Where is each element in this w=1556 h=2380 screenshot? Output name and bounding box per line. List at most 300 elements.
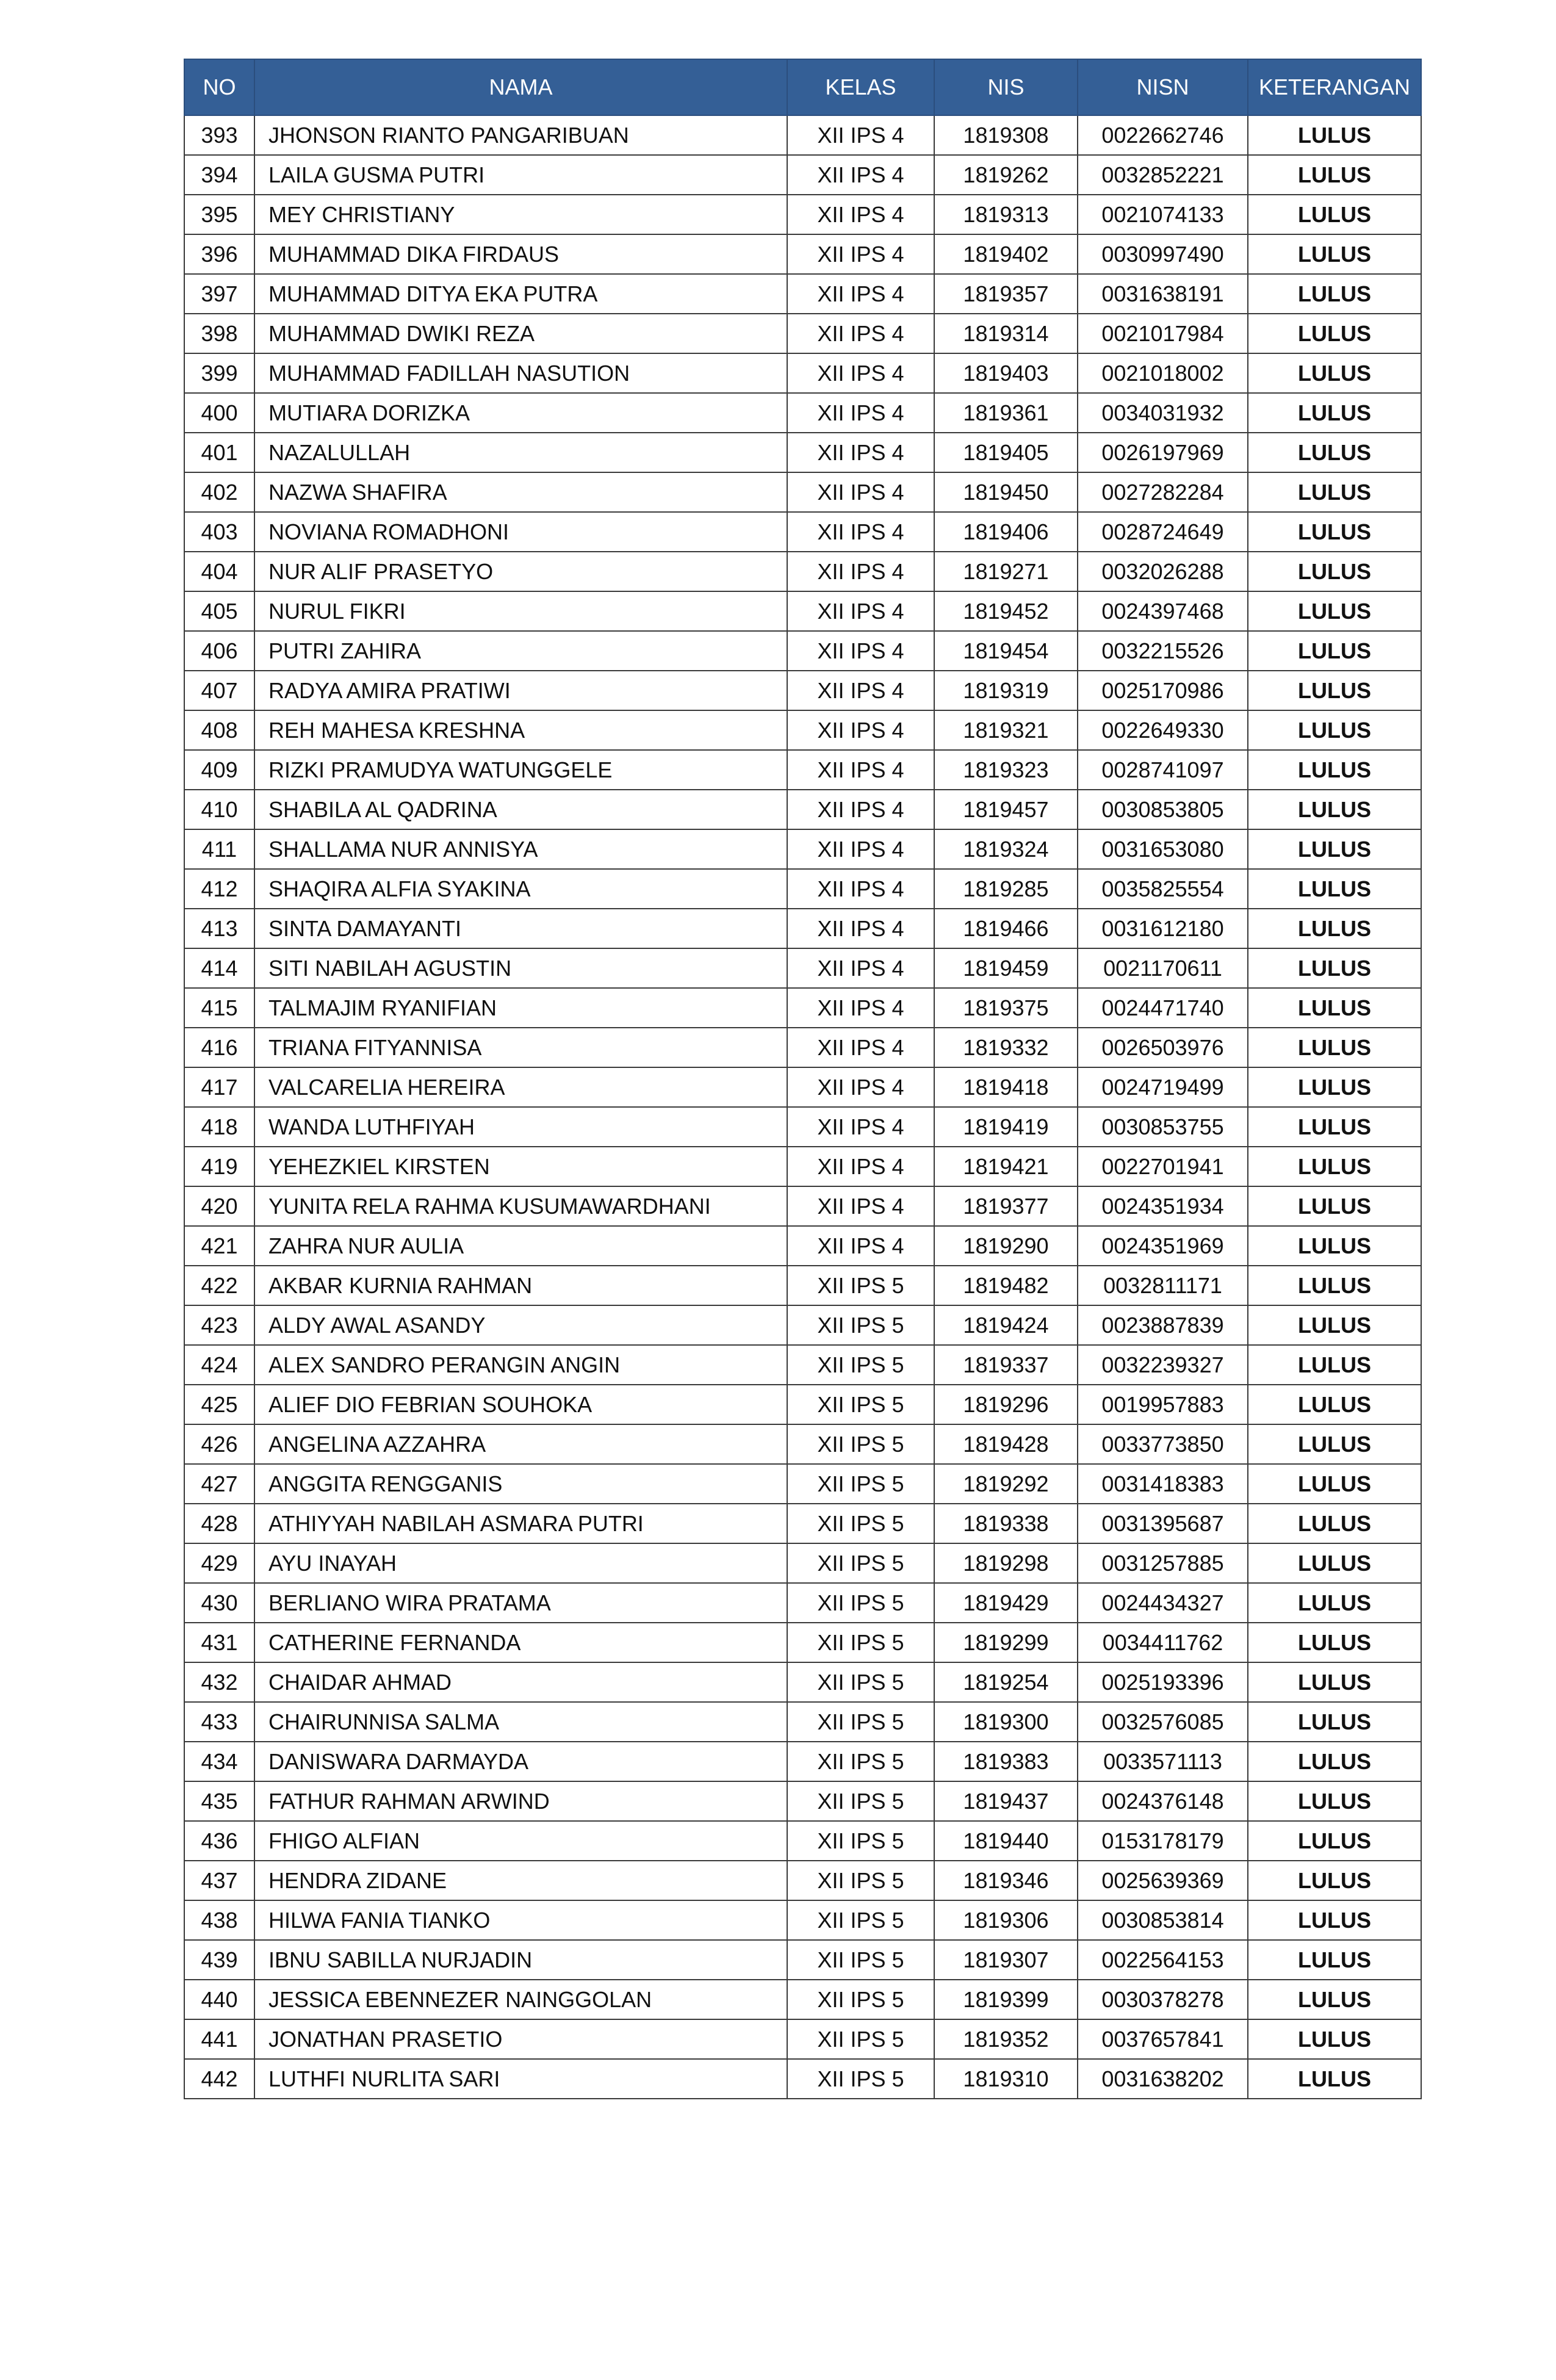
cell-nama: RIZKI PRAMUDYA WATUNGGELE	[254, 750, 787, 790]
table-header	[184, 59, 1421, 115]
cell-nama: ANGGITA RENGGANIS	[254, 1464, 787, 1504]
cell-nama: SHAQIRA ALFIA SYAKINA	[254, 869, 787, 909]
cell-nisn: 0030853805	[1078, 790, 1248, 829]
cell-keterangan: LULUS	[1248, 1464, 1421, 1504]
cell-nama: AYU INAYAH	[254, 1543, 787, 1583]
cell-nis: 1819482	[934, 1266, 1078, 1305]
cell-nisn: 0030853755	[1078, 1107, 1248, 1147]
cell-nama: SINTA DAMAYANTI	[254, 909, 787, 948]
cell-nisn: 0024471740	[1078, 988, 1248, 1028]
cell-keterangan: LULUS	[1248, 1147, 1421, 1186]
cell-nisn: 0024351934	[1078, 1186, 1248, 1226]
cell-keterangan: LULUS	[1248, 1226, 1421, 1266]
cell-nis: 1819285	[934, 869, 1078, 909]
cell-keterangan: LULUS	[1248, 2019, 1421, 2059]
cell-no: 420	[184, 1186, 254, 1226]
cell-no: 417	[184, 1067, 254, 1107]
table-row	[184, 1266, 1421, 1305]
cell-nama: ALEX SANDRO PERANGIN ANGIN	[254, 1345, 787, 1385]
cell-nis: 1819319	[934, 671, 1078, 710]
cell-nama: ATHIYYAH NABILAH ASMARA PUTRI	[254, 1504, 787, 1543]
cell-kelas: XII IPS 5	[787, 1940, 934, 1980]
table-row	[184, 234, 1421, 274]
cell-nis: 1819377	[934, 1186, 1078, 1226]
cell-nis: 1819308	[934, 115, 1078, 155]
cell-nisn: 0021017984	[1078, 314, 1248, 353]
cell-kelas: XII IPS 4	[787, 155, 934, 195]
cell-keterangan: LULUS	[1248, 552, 1421, 591]
cell-nis: 1819403	[934, 353, 1078, 393]
cell-nis: 1819314	[934, 314, 1078, 353]
cell-nis: 1819262	[934, 155, 1078, 195]
cell-nama: MEY CHRISTIANY	[254, 195, 787, 234]
cell-nama: NAZWA SHAFIRA	[254, 472, 787, 512]
cell-nama: AKBAR KURNIA RAHMAN	[254, 1266, 787, 1305]
cell-nama: ZAHRA NUR AULIA	[254, 1226, 787, 1266]
table-row	[184, 1385, 1421, 1424]
cell-keterangan: LULUS	[1248, 353, 1421, 393]
cell-nis: 1819271	[934, 552, 1078, 591]
cell-nama: LUTHFI NURLITA SARI	[254, 2059, 787, 2099]
cell-keterangan: LULUS	[1248, 1742, 1421, 1781]
table-row	[184, 1107, 1421, 1147]
graduation-table	[184, 59, 1422, 2099]
cell-nis: 1819418	[934, 1067, 1078, 1107]
cell-nis: 1819346	[934, 1861, 1078, 1900]
table-row	[184, 314, 1421, 353]
cell-keterangan: LULUS	[1248, 1583, 1421, 1623]
header-row	[184, 59, 1421, 115]
cell-nisn: 0033571113	[1078, 1742, 1248, 1781]
cell-no: 393	[184, 115, 254, 155]
cell-no: 402	[184, 472, 254, 512]
cell-nisn: 0021170611	[1078, 948, 1248, 988]
cell-nis: 1819402	[934, 234, 1078, 274]
header-kelas: KELAS	[787, 59, 934, 115]
cell-kelas: XII IPS 4	[787, 274, 934, 314]
table-row	[184, 353, 1421, 393]
cell-keterangan: LULUS	[1248, 710, 1421, 750]
cell-kelas: XII IPS 4	[787, 869, 934, 909]
table-row	[184, 750, 1421, 790]
cell-nama: YEHEZKIEL KIRSTEN	[254, 1147, 787, 1186]
table-row	[184, 155, 1421, 195]
cell-kelas: XII IPS 5	[787, 1821, 934, 1861]
cell-nis: 1819299	[934, 1623, 1078, 1662]
cell-no: 411	[184, 829, 254, 869]
table-row	[184, 1464, 1421, 1504]
cell-nama: BERLIANO WIRA PRATAMA	[254, 1583, 787, 1623]
cell-nisn: 0031395687	[1078, 1504, 1248, 1543]
cell-nis: 1819406	[934, 512, 1078, 552]
cell-no: 416	[184, 1028, 254, 1067]
cell-no: 429	[184, 1543, 254, 1583]
cell-no: 412	[184, 869, 254, 909]
cell-kelas: XII IPS 4	[787, 195, 934, 234]
cell-nis: 1819429	[934, 1583, 1078, 1623]
cell-nisn: 0025170986	[1078, 671, 1248, 710]
cell-keterangan: LULUS	[1248, 234, 1421, 274]
table-row	[184, 1821, 1421, 1861]
cell-nisn: 0031638191	[1078, 274, 1248, 314]
cell-kelas: XII IPS 5	[787, 1742, 934, 1781]
cell-kelas: XII IPS 4	[787, 1107, 934, 1147]
cell-keterangan: LULUS	[1248, 274, 1421, 314]
cell-keterangan: LULUS	[1248, 1028, 1421, 1067]
cell-kelas: XII IPS 4	[787, 790, 934, 829]
cell-kelas: XII IPS 4	[787, 393, 934, 433]
cell-keterangan: LULUS	[1248, 1107, 1421, 1147]
cell-no: 425	[184, 1385, 254, 1424]
cell-keterangan: LULUS	[1248, 988, 1421, 1028]
cell-nisn: 0022662746	[1078, 115, 1248, 155]
cell-no: 430	[184, 1583, 254, 1623]
cell-nisn: 0032026288	[1078, 552, 1248, 591]
cell-kelas: XII IPS 5	[787, 1980, 934, 2019]
cell-keterangan: LULUS	[1248, 155, 1421, 195]
table-row	[184, 1067, 1421, 1107]
cell-kelas: XII IPS 4	[787, 115, 934, 155]
cell-nis: 1819437	[934, 1781, 1078, 1821]
cell-keterangan: LULUS	[1248, 2059, 1421, 2099]
cell-kelas: XII IPS 4	[787, 1028, 934, 1067]
table-row	[184, 2019, 1421, 2059]
cell-no: 395	[184, 195, 254, 234]
table-row	[184, 1861, 1421, 1900]
cell-nama: ANGELINA AZZAHRA	[254, 1424, 787, 1464]
cell-no: 408	[184, 710, 254, 750]
cell-nis: 1819399	[934, 1980, 1078, 2019]
cell-kelas: XII IPS 4	[787, 750, 934, 790]
cell-nis: 1819424	[934, 1305, 1078, 1345]
cell-kelas: XII IPS 5	[787, 1583, 934, 1623]
cell-no: 438	[184, 1900, 254, 1940]
cell-nama: JONATHAN PRASETIO	[254, 2019, 787, 2059]
table-row	[184, 2059, 1421, 2099]
table-row	[184, 274, 1421, 314]
table-row	[184, 472, 1421, 512]
cell-kelas: XII IPS 4	[787, 552, 934, 591]
cell-nama: JESSICA EBENNEZER NAINGGOLAN	[254, 1980, 787, 2019]
cell-nis: 1819450	[934, 472, 1078, 512]
cell-no: 437	[184, 1861, 254, 1900]
cell-keterangan: LULUS	[1248, 1385, 1421, 1424]
cell-nis: 1819324	[934, 829, 1078, 869]
table-row	[184, 1980, 1421, 2019]
table-row	[184, 1028, 1421, 1067]
cell-nisn: 0032811171	[1078, 1266, 1248, 1305]
cell-keterangan: LULUS	[1248, 472, 1421, 512]
cell-nis: 1819338	[934, 1504, 1078, 1543]
table-row	[184, 631, 1421, 671]
cell-keterangan: LULUS	[1248, 909, 1421, 948]
cell-no: 415	[184, 988, 254, 1028]
cell-nama: LAILA GUSMA PUTRI	[254, 155, 787, 195]
cell-nis: 1819421	[934, 1147, 1078, 1186]
cell-kelas: XII IPS 5	[787, 2059, 934, 2099]
cell-keterangan: LULUS	[1248, 671, 1421, 710]
cell-nisn: 0022649330	[1078, 710, 1248, 750]
cell-keterangan: LULUS	[1248, 1424, 1421, 1464]
cell-nama: MUHAMMAD DIKA FIRDAUS	[254, 234, 787, 274]
cell-no: 406	[184, 631, 254, 671]
cell-nis: 1819300	[934, 1702, 1078, 1742]
cell-no: 433	[184, 1702, 254, 1742]
cell-nama: FHIGO ALFIAN	[254, 1821, 787, 1861]
cell-nama: PUTRI ZAHIRA	[254, 631, 787, 671]
cell-keterangan: LULUS	[1248, 512, 1421, 552]
cell-nisn: 0037657841	[1078, 2019, 1248, 2059]
cell-keterangan: LULUS	[1248, 195, 1421, 234]
cell-no: 440	[184, 1980, 254, 2019]
cell-nisn: 0024376148	[1078, 1781, 1248, 1821]
table-row	[184, 1662, 1421, 1702]
cell-nama: NOVIANA ROMADHONI	[254, 512, 787, 552]
cell-kelas: XII IPS 4	[787, 234, 934, 274]
cell-keterangan: LULUS	[1248, 1186, 1421, 1226]
cell-keterangan: LULUS	[1248, 393, 1421, 433]
cell-nama: MUTIARA DORIZKA	[254, 393, 787, 433]
cell-keterangan: LULUS	[1248, 1662, 1421, 1702]
cell-no: 410	[184, 790, 254, 829]
cell-kelas: XII IPS 5	[787, 1385, 934, 1424]
cell-kelas: XII IPS 5	[787, 1345, 934, 1385]
cell-nama: TALMAJIM RYANIFIAN	[254, 988, 787, 1028]
cell-keterangan: LULUS	[1248, 591, 1421, 631]
cell-kelas: XII IPS 4	[787, 512, 934, 552]
table-row	[184, 1900, 1421, 1940]
table-row	[184, 869, 1421, 909]
cell-nisn: 0033773850	[1078, 1424, 1248, 1464]
cell-nis: 1819452	[934, 591, 1078, 631]
cell-kelas: XII IPS 4	[787, 948, 934, 988]
table-row	[184, 393, 1421, 433]
cell-no: 403	[184, 512, 254, 552]
cell-nisn: 0031418383	[1078, 1464, 1248, 1504]
cell-nis: 1819466	[934, 909, 1078, 948]
cell-nisn: 0025193396	[1078, 1662, 1248, 1702]
cell-kelas: XII IPS 5	[787, 1543, 934, 1583]
cell-keterangan: LULUS	[1248, 790, 1421, 829]
cell-keterangan: LULUS	[1248, 869, 1421, 909]
table-row	[184, 1781, 1421, 1821]
cell-nama: IBNU SABILLA NURJADIN	[254, 1940, 787, 1980]
table-row	[184, 1305, 1421, 1345]
cell-kelas: XII IPS 5	[787, 1266, 934, 1305]
cell-nisn: 0022701941	[1078, 1147, 1248, 1186]
cell-no: 414	[184, 948, 254, 988]
table-row	[184, 552, 1421, 591]
cell-no: 427	[184, 1464, 254, 1504]
cell-nisn: 0021018002	[1078, 353, 1248, 393]
cell-nama: NUR ALIF PRASETYO	[254, 552, 787, 591]
cell-kelas: XII IPS 4	[787, 472, 934, 512]
cell-no: 405	[184, 591, 254, 631]
cell-keterangan: LULUS	[1248, 314, 1421, 353]
cell-no: 435	[184, 1781, 254, 1821]
cell-no: 439	[184, 1940, 254, 1980]
cell-no: 409	[184, 750, 254, 790]
cell-nis: 1819337	[934, 1345, 1078, 1385]
header-no: NO	[184, 59, 254, 115]
cell-no: 442	[184, 2059, 254, 2099]
cell-nisn: 0025639369	[1078, 1861, 1248, 1900]
cell-nama: FATHUR RAHMAN ARWIND	[254, 1781, 787, 1821]
cell-nis: 1819459	[934, 948, 1078, 988]
cell-nis: 1819419	[934, 1107, 1078, 1147]
table-row	[184, 1543, 1421, 1583]
table-row	[184, 948, 1421, 988]
cell-nisn: 0024351969	[1078, 1226, 1248, 1266]
cell-kelas: XII IPS 4	[787, 314, 934, 353]
cell-keterangan: LULUS	[1248, 1305, 1421, 1345]
cell-keterangan: LULUS	[1248, 948, 1421, 988]
cell-nisn: 0027282284	[1078, 472, 1248, 512]
cell-kelas: XII IPS 5	[787, 1464, 934, 1504]
cell-nama: MUHAMMAD DITYA EKA PUTRA	[254, 274, 787, 314]
table-row	[184, 710, 1421, 750]
cell-keterangan: LULUS	[1248, 1504, 1421, 1543]
table-row	[184, 433, 1421, 472]
table-row	[184, 591, 1421, 631]
cell-keterangan: LULUS	[1248, 1980, 1421, 2019]
cell-keterangan: LULUS	[1248, 1266, 1421, 1305]
cell-nisn: 0034031932	[1078, 393, 1248, 433]
cell-kelas: XII IPS 4	[787, 1147, 934, 1186]
cell-nama: HILWA FANIA TIANKO	[254, 1900, 787, 1940]
header-nis: NIS	[934, 59, 1078, 115]
cell-nama: JHONSON RIANTO PANGARIBUAN	[254, 115, 787, 155]
cell-kelas: XII IPS 4	[787, 631, 934, 671]
cell-no: 432	[184, 1662, 254, 1702]
cell-no: 441	[184, 2019, 254, 2059]
cell-no: 407	[184, 671, 254, 710]
cell-kelas: XII IPS 5	[787, 1781, 934, 1821]
cell-no: 400	[184, 393, 254, 433]
cell-no: 434	[184, 1742, 254, 1781]
cell-nis: 1819307	[934, 1940, 1078, 1980]
cell-nama: HENDRA ZIDANE	[254, 1861, 787, 1900]
table-body	[184, 115, 1421, 2099]
cell-nisn: 0028741097	[1078, 750, 1248, 790]
cell-nis: 1819361	[934, 393, 1078, 433]
cell-nisn: 0030997490	[1078, 234, 1248, 274]
cell-nis: 1819292	[934, 1464, 1078, 1504]
cell-nis: 1819454	[934, 631, 1078, 671]
cell-nama: WANDA LUTHFIYAH	[254, 1107, 787, 1147]
cell-nama: SHALLAMA NUR ANNISYA	[254, 829, 787, 869]
cell-no: 426	[184, 1424, 254, 1464]
cell-nis: 1819310	[934, 2059, 1078, 2099]
cell-nisn: 0031638202	[1078, 2059, 1248, 2099]
cell-keterangan: LULUS	[1248, 1623, 1421, 1662]
cell-keterangan: LULUS	[1248, 1900, 1421, 1940]
cell-keterangan: LULUS	[1248, 631, 1421, 671]
cell-nis: 1819306	[934, 1900, 1078, 1940]
cell-nama: RADYA AMIRA PRATIWI	[254, 671, 787, 710]
cell-nama: NAZALULLAH	[254, 433, 787, 472]
cell-no: 394	[184, 155, 254, 195]
cell-no: 418	[184, 1107, 254, 1147]
table-row	[184, 1345, 1421, 1385]
cell-nama: DANISWARA DARMAYDA	[254, 1742, 787, 1781]
header-nama: NAMA	[254, 59, 787, 115]
table-row	[184, 829, 1421, 869]
cell-keterangan: LULUS	[1248, 1345, 1421, 1385]
cell-nis: 1819290	[934, 1226, 1078, 1266]
cell-nisn: 0026197969	[1078, 433, 1248, 472]
cell-kelas: XII IPS 5	[787, 1424, 934, 1464]
cell-nis: 1819428	[934, 1424, 1078, 1464]
table-row	[184, 1940, 1421, 1980]
cell-nis: 1819383	[934, 1742, 1078, 1781]
table-row	[184, 1702, 1421, 1742]
cell-nisn: 0026503976	[1078, 1028, 1248, 1067]
cell-nis: 1819405	[934, 433, 1078, 472]
table-row	[184, 790, 1421, 829]
cell-kelas: XII IPS 4	[787, 1186, 934, 1226]
cell-nis: 1819254	[934, 1662, 1078, 1702]
cell-no: 419	[184, 1147, 254, 1186]
cell-kelas: XII IPS 5	[787, 1900, 934, 1940]
cell-nis: 1819296	[934, 1385, 1078, 1424]
cell-kelas: XII IPS 5	[787, 1861, 934, 1900]
table-row	[184, 1186, 1421, 1226]
header-nisn: NISN	[1078, 59, 1248, 115]
cell-kelas: XII IPS 4	[787, 829, 934, 869]
cell-nis: 1819352	[934, 2019, 1078, 2059]
cell-nama: YUNITA RELA RAHMA KUSUMAWARDHANI	[254, 1186, 787, 1226]
cell-nisn: 0032576085	[1078, 1702, 1248, 1742]
cell-no: 436	[184, 1821, 254, 1861]
cell-nisn: 0031653080	[1078, 829, 1248, 869]
cell-no: 428	[184, 1504, 254, 1543]
cell-no: 423	[184, 1305, 254, 1345]
cell-nisn: 0153178179	[1078, 1821, 1248, 1861]
cell-kelas: XII IPS 4	[787, 591, 934, 631]
cell-keterangan: LULUS	[1248, 1821, 1421, 1861]
cell-nis: 1819375	[934, 988, 1078, 1028]
table-row	[184, 195, 1421, 234]
table-row	[184, 1504, 1421, 1543]
table-row	[184, 512, 1421, 552]
cell-no: 424	[184, 1345, 254, 1385]
cell-no: 401	[184, 433, 254, 472]
cell-nis: 1819323	[934, 750, 1078, 790]
cell-kelas: XII IPS 5	[787, 1702, 934, 1742]
cell-nisn: 0023887839	[1078, 1305, 1248, 1345]
cell-nis: 1819357	[934, 274, 1078, 314]
cell-nama: SHABILA AL QADRINA	[254, 790, 787, 829]
cell-no: 397	[184, 274, 254, 314]
cell-no: 421	[184, 1226, 254, 1266]
cell-keterangan: LULUS	[1248, 1543, 1421, 1583]
table-row	[184, 1424, 1421, 1464]
cell-keterangan: LULUS	[1248, 750, 1421, 790]
cell-keterangan: LULUS	[1248, 1940, 1421, 1980]
cell-nisn: 0032215526	[1078, 631, 1248, 671]
cell-kelas: XII IPS 4	[787, 1067, 934, 1107]
cell-no: 396	[184, 234, 254, 274]
cell-nama: MUHAMMAD FADILLAH NASUTION	[254, 353, 787, 393]
cell-no: 398	[184, 314, 254, 353]
cell-nisn: 0031257885	[1078, 1543, 1248, 1583]
cell-nisn: 0024719499	[1078, 1067, 1248, 1107]
cell-nisn: 0030378278	[1078, 1980, 1248, 2019]
cell-nisn: 0021074133	[1078, 195, 1248, 234]
table-row	[184, 909, 1421, 948]
table-row	[184, 1226, 1421, 1266]
